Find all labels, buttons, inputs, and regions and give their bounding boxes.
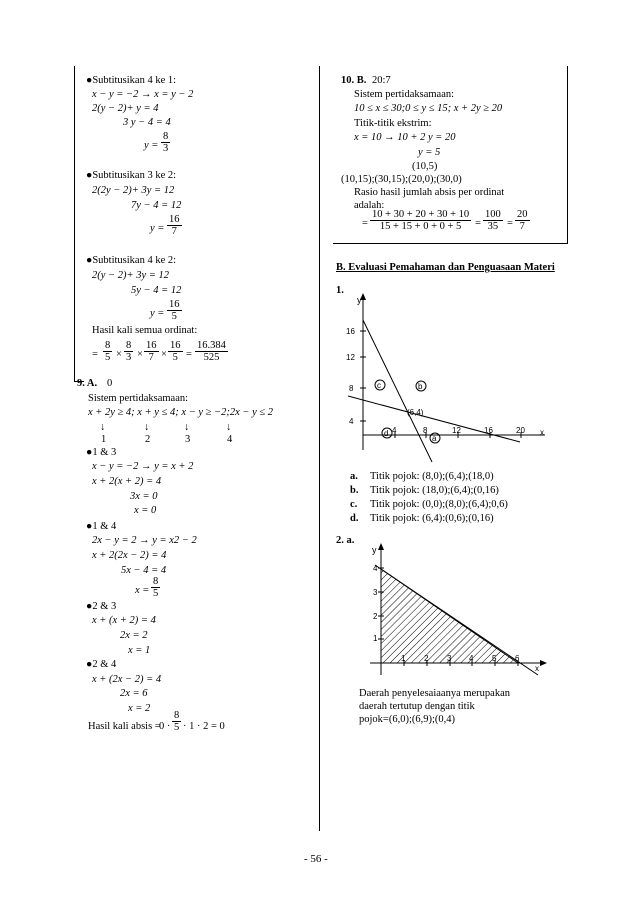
graph-1	[340, 290, 560, 465]
graph-2	[350, 540, 560, 685]
fraction-den: 7	[171, 226, 177, 237]
ratio-eq: =	[507, 218, 513, 229]
fraction-num: 8	[153, 576, 159, 587]
x-tick-label: 16	[484, 426, 493, 435]
x-tick-label: 8	[423, 426, 428, 435]
fraction-den: 15 + 15 + 0 + 0 + 5	[379, 221, 462, 232]
fraction	[161, 131, 170, 154]
daerah-line: daerah tertutup dengan titik	[359, 701, 475, 712]
fraction	[144, 340, 159, 363]
prod-eq: =	[186, 349, 192, 360]
fraction-den: 5	[105, 352, 111, 363]
eq-line: x + 2(x + 2) = 4	[92, 476, 162, 487]
fraction-num: 8	[163, 131, 169, 142]
ineq-number: 3	[185, 434, 191, 445]
eq-line: x + (2x − 2) = 4	[92, 674, 162, 685]
rasio-line: adalah:	[354, 200, 385, 211]
inequalities: 10 ≤ x ≤ 30;0 ≤ y ≤ 15; x + 2y ≥ 20	[354, 103, 503, 114]
daerah-line: pojok=(6,0);(6,9);(0,4)	[359, 714, 456, 725]
eq-line: x = 0	[134, 505, 157, 516]
fraction	[103, 340, 112, 363]
fraction	[483, 209, 503, 232]
y-axis-label: y	[357, 295, 362, 305]
x-tick-label: 2	[424, 654, 429, 663]
region-label: c	[377, 381, 381, 390]
arrow: ↓	[100, 422, 106, 433]
sistem-label: Sistem pertidaksamaan:	[88, 393, 189, 404]
eq-line: 2(2y − 2)+ 3y = 12	[92, 185, 175, 196]
x-axis-arrow	[540, 660, 547, 666]
extreme-points: (10,15);(30,15);(20,0);(30,0)	[341, 174, 462, 185]
q10-number: 10. B.	[341, 75, 367, 86]
opt-value: Titik pojok: (0,0);(8,0);(6,4);0,6)	[370, 499, 508, 510]
case-1-4: ●1 & 4	[86, 521, 117, 532]
fraction-num: 16	[169, 299, 180, 310]
sub-3-to-2: ●Subtitusikan 3 ke 2:	[86, 170, 177, 181]
eq-lhs: y =	[150, 308, 165, 319]
rasio-line: Rasio hasil jumlah absis per ordinat	[354, 187, 505, 198]
opt-key: b.	[350, 485, 359, 496]
eq-lhs: y =	[144, 140, 159, 151]
y-tick-label: 12	[346, 353, 355, 362]
times: ×	[137, 349, 143, 360]
x-tick-label: 3	[447, 654, 452, 663]
eq-line: x = 2	[128, 703, 151, 714]
fraction-den: 5	[171, 311, 177, 322]
inequalities: x + 2y ≥ 4; x + y ≤ 4; x − y ≥ −2;2x − y ≤ 2	[88, 407, 274, 418]
ratio-eq: =	[475, 218, 481, 229]
y-axis-label: y	[372, 545, 377, 555]
eq-line: 2(y − 2)+ y = 4	[92, 103, 159, 114]
right-border	[567, 66, 568, 243]
q10-answer: 20:7	[372, 75, 391, 86]
opt-key: d.	[350, 513, 359, 524]
hasil-ordinat-label: Hasil kali semua ordinat:	[92, 325, 198, 336]
q9-answer: 0	[107, 378, 113, 389]
fraction-den: 3	[163, 143, 169, 154]
eq-lhs: y =	[150, 223, 165, 234]
fraction-den: 35	[487, 221, 499, 232]
eq-line: x − y = −2 → y = x + 2	[92, 461, 194, 472]
x-tick-label: 4	[469, 654, 474, 663]
fraction-den: 5	[153, 588, 159, 599]
eq-line: 2x − y = 2 → y = x2 − 2	[92, 535, 197, 546]
fraction-num: 8	[105, 340, 111, 351]
ineq-number: 2	[145, 434, 151, 445]
absis-expr: 0 ·	[159, 721, 171, 732]
x-axis-label: x	[540, 428, 544, 437]
times: ×	[116, 349, 122, 360]
opt-key: a.	[350, 471, 358, 482]
fraction	[370, 209, 471, 232]
eq-line: 5x − 4 = 4	[121, 565, 167, 576]
eq-line: 2x = 2	[120, 630, 148, 641]
opt-value: Titik pojok: (8,0);(6,4);(18,0)	[370, 471, 494, 482]
fraction	[515, 209, 530, 232]
arrow: ↓	[144, 422, 150, 433]
q2-number: 2. a.	[336, 535, 355, 546]
fraction-num: 10 + 30 + 20 + 30 + 10	[372, 209, 470, 220]
q1-number: 1.	[336, 285, 344, 296]
sub-4-to-2: ●Subtitusikan 4 ke 2:	[86, 255, 177, 266]
x-tick-label: 5	[492, 654, 497, 663]
fraction-num: 16	[170, 340, 181, 351]
opt-value: Titik pojok: (18,0);(6,4);(0,16)	[370, 485, 499, 496]
times: ×	[161, 349, 167, 360]
fraction-num: 8	[126, 340, 132, 351]
eq-line: x = 1	[128, 645, 151, 656]
case-2-3: ●2 & 3	[86, 601, 117, 612]
eq-line: 7y − 4 = 12	[131, 200, 182, 211]
fraction-num: 16	[169, 214, 180, 225]
ineq-number: 4	[227, 434, 233, 445]
fraction-den: 3	[126, 352, 132, 363]
x-axis-label: x	[535, 664, 539, 673]
eq-line: 3 y − 4 = 4	[123, 117, 171, 128]
fraction-num: 16	[146, 340, 157, 351]
eq-line: y = 5	[418, 147, 441, 158]
eq-line: x = 10 → 10 + 2 y = 20	[354, 132, 456, 143]
case-1-3: ●1 & 3	[86, 447, 117, 458]
fraction-num: 16.384	[197, 340, 226, 351]
fraction-num: 100	[485, 209, 501, 220]
fraction-den: 7	[519, 221, 525, 232]
fraction-num: 20	[517, 209, 528, 220]
hasil-absis-label: Hasil kali absis =	[88, 721, 161, 732]
eq-line: 2x = 6	[120, 688, 148, 699]
ineq-number: 1	[101, 434, 107, 445]
fraction	[167, 299, 182, 322]
section-b-heading: B. Evaluasi Pemahaman dan Penguasaan Materi	[336, 262, 555, 273]
eq-line: x − y = −2 → x = y − 2	[92, 89, 194, 100]
eq-line: x + 2(2x − 2) = 4	[92, 550, 167, 561]
opt-value: Titik pojok: (6,4):(0,6);(0,16)	[370, 513, 494, 524]
sub-4-to-1: ●Subtitusikan 4 ke 1:	[86, 75, 177, 86]
y-tick-label: 2	[373, 612, 378, 621]
x-tick-label: 4	[392, 426, 397, 435]
region-label: a	[432, 434, 437, 443]
fraction	[195, 340, 228, 363]
fraction	[124, 340, 133, 363]
column-divider	[319, 66, 320, 831]
intersection-label: (6,4)	[407, 408, 424, 417]
case-2-4: ●2 & 4	[86, 659, 117, 670]
opt-key: c.	[350, 499, 358, 510]
eq-line: x + (x + 2) = 4	[92, 615, 156, 626]
absis-expr: · 1 · 2 = 0	[183, 721, 225, 732]
y-tick-label: 8	[349, 384, 354, 393]
fraction	[168, 340, 183, 363]
eq-line: 5y − 4 = 12	[131, 285, 182, 296]
region-label: b	[418, 382, 423, 391]
x-tick-label: 1	[401, 654, 406, 663]
y-tick-label: 4	[373, 564, 378, 573]
x-tick-label: 12	[452, 426, 461, 435]
fraction-den: 5	[174, 722, 180, 733]
fraction-den: 525	[203, 352, 220, 363]
y-tick-label: 4	[349, 417, 354, 426]
fraction	[167, 214, 182, 237]
daerah-line: Daerah penyelesaiaanya merupakan	[359, 688, 510, 699]
left-border	[74, 66, 75, 381]
eq-line: (10,5)	[412, 161, 438, 172]
q9-number: 9. A.	[77, 378, 98, 389]
prod-eq: =	[92, 349, 98, 360]
page-number: - 56 -	[304, 853, 328, 865]
ratio-eq: =	[362, 218, 368, 229]
region-label: d	[384, 429, 389, 438]
eq-lhs: x =	[135, 585, 150, 596]
fraction	[151, 576, 160, 599]
titik-label: Titik-titik ekstrim:	[354, 118, 432, 129]
arrow: ↓	[184, 422, 190, 433]
y-tick-label: 3	[373, 588, 378, 597]
q10-bottom-rule	[333, 243, 568, 244]
x-tick-label: 20	[516, 426, 525, 435]
fraction-num: 8	[174, 710, 180, 721]
sistem-label: Sistem pertidaksamaan:	[354, 89, 455, 100]
y-tick-label: 1	[373, 634, 378, 643]
eq-line: 3x = 0	[130, 491, 158, 502]
y-tick-label: 16	[346, 327, 355, 336]
fraction	[172, 710, 181, 733]
eq-line: 2(y − 2)+ 3y = 12	[92, 270, 169, 281]
arrow: ↓	[226, 422, 232, 433]
y-axis-arrow	[378, 543, 384, 550]
fraction-den: 7	[148, 352, 154, 363]
x-tick-label: 6	[515, 654, 520, 663]
fraction-den: 5	[172, 352, 178, 363]
